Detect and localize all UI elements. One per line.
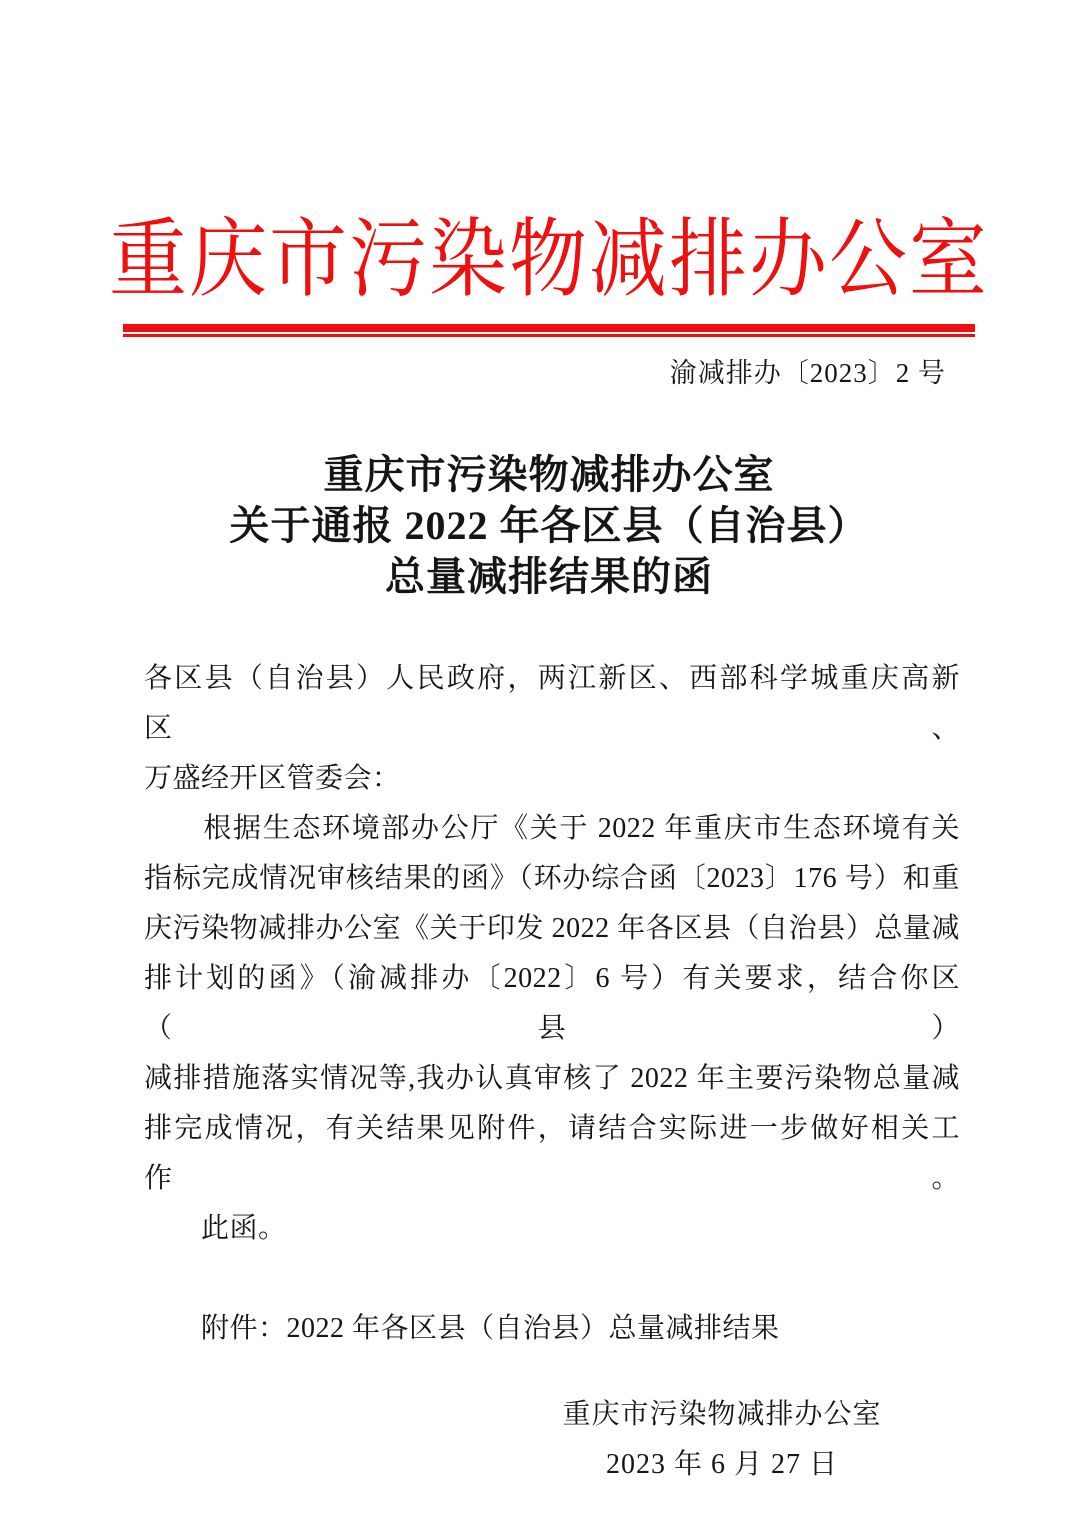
body-line-5: 庆污染物减排办公室《关于印发 2022 年各区县（自治县）总量减 bbox=[144, 913, 960, 944]
doc-number: 渝减排办〔2023〕2 号 bbox=[669, 358, 946, 388]
body-line-2: 万盛经开区管委会： bbox=[144, 763, 401, 794]
document-title bbox=[24, 449, 1074, 602]
header-divider bbox=[123, 324, 975, 337]
header-divider-thick-rule bbox=[123, 324, 975, 332]
attachment-line: 附件：2022 年各区县（自治县）总量减排结果 bbox=[144, 1313, 780, 1344]
body-line-6: 排计划的函》（渝减排办〔2022〕6 号）有关要求，结合你区（县） bbox=[144, 963, 960, 1044]
body-line-8: 排完成情况，有关结果见附件，请结合实际进一步做好相关工作。 bbox=[144, 1113, 960, 1194]
title-line-1: 重庆市污染物减排办公室 bbox=[323, 452, 775, 497]
title-line-2: 关于通报 2022 年各区县（自治县） bbox=[229, 503, 869, 548]
signature-block bbox=[372, 1390, 1072, 1490]
signature-name: 重庆市污染物减排办公室 bbox=[562, 1399, 882, 1430]
body-line-3: 根据生态环境部办公厅《关于 2022 年重庆市生态环境有关 bbox=[144, 813, 960, 844]
letterhead-title: 重庆市污染物减排办公室 bbox=[108, 211, 989, 308]
header-divider-thin-rule bbox=[123, 334, 975, 337]
title-line-3: 总量减排结果的函 bbox=[385, 554, 713, 599]
signature-date: 2023 年 6 月 27 日 bbox=[605, 1449, 838, 1480]
body-line-1: 各区县（自治县）人民政府，两江新区、西部科学城重庆高新区、 bbox=[144, 663, 960, 744]
document-body bbox=[0, 654, 1074, 1254]
body-line-4: 指标完成情况审核结果的函》（环办综合函〔2023〕176 号）和重 bbox=[144, 863, 960, 894]
body-line-9: 此函。 bbox=[144, 1213, 287, 1244]
body-line-7: 减排措施落实情况等,我办认真审核了 2022 年主要污染物总量减 bbox=[144, 1063, 960, 1094]
